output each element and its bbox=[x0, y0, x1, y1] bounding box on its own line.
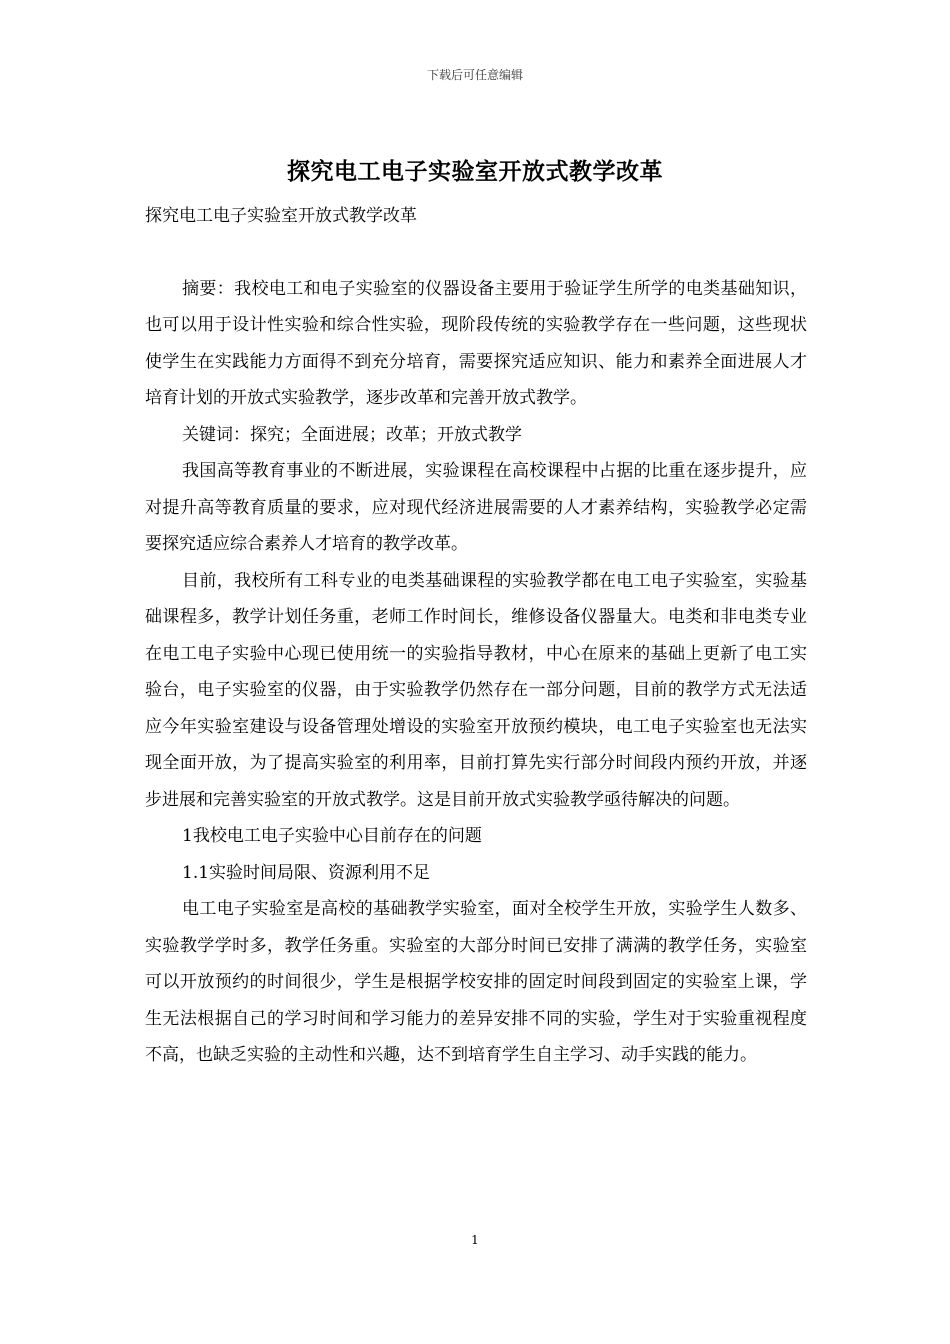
body-paragraph: 电工电子实验室是高校的基础教学实验室，面对全校学生开放，实验学生人数多、实验教学学时多，教学任务重。实验室的大部分时间已安排了满满的教学任务，实验室可以开放预约的时间很少，学生是根据学校安排的固定时间段到固定的实验室上课，学生无法根据自己的学习时间和学习能力的差异安排不同的实验，学生对于实验重视程度不高，也缺乏实验的主动性和兴趣，达不到培育学生自主学习、动手实践的能力。 bbox=[145, 899, 807, 1065]
document-title: 探究电工电子实验室开放式教学改革 bbox=[287, 158, 663, 185]
page-number: 1 bbox=[471, 1233, 479, 1247]
body-paragraph: 目前，我校所有工科专业的电类基础课程的实验教学都在电工电子实验室，实验基础课程多，教学计划任务重，老师工作时间长，维修设备仪器量大。电类和非电类专业在电工电子实验中心现已使用统一的实验指导教材，中心在原来的基础上更新了电工实验台，电子实验室的仪器，由于实验教学仍然存在一部分问题，目前的教学方式无法适应今年实验室建设与设备管理处增设的实验室开放预约模块，电工电子实验室也无法实现全面开放，为了提高实验室的利用率，目前打算先实行部分时间段内预约开放，并逐步进展和完善实验室的开放式教学。这是目前开放式实验教学亟待解决的问题。 bbox=[145, 570, 807, 810]
blank-line bbox=[145, 235, 807, 271]
subsection-heading: 1.1实验时间局限、资源利用不足 bbox=[182, 862, 431, 883]
body-paragraph: 我国高等教育事业的不断进展，实验课程在高校课程中占据的比重在逐步提升，应对提升高等教育质量的要求，应对现代经济进展需要的人才素养结构，实验教学必定需要探究适应综合素养人才培育的教学改革。 bbox=[145, 461, 807, 554]
document-subtitle: 探究电工电子实验室开放式教学改革 bbox=[145, 206, 417, 226]
section-heading: 1我校电工电子实验中心目前存在的问题 bbox=[182, 826, 482, 846]
document-body bbox=[145, 198, 807, 1074]
header-note: 下载后可任意编辑 bbox=[426, 68, 523, 82]
keywords-paragraph: 关键词：探究；全面进展；改革；开放式教学 bbox=[182, 424, 522, 445]
abstract-paragraph: 摘要：我校电工和电子实验室的仪器设备主要用于验证学生所学的电类基础知识，也可以用于设计性实验和综合性实验，现阶段传统的实验教学存在一些问题，这些现状使学生在实践能力方面得不到充分培育，需要探究适应知识、能力和素养全面进展人才培育计划的开放式实验教学，逐步改革和完善开放式教学。 bbox=[145, 278, 807, 408]
